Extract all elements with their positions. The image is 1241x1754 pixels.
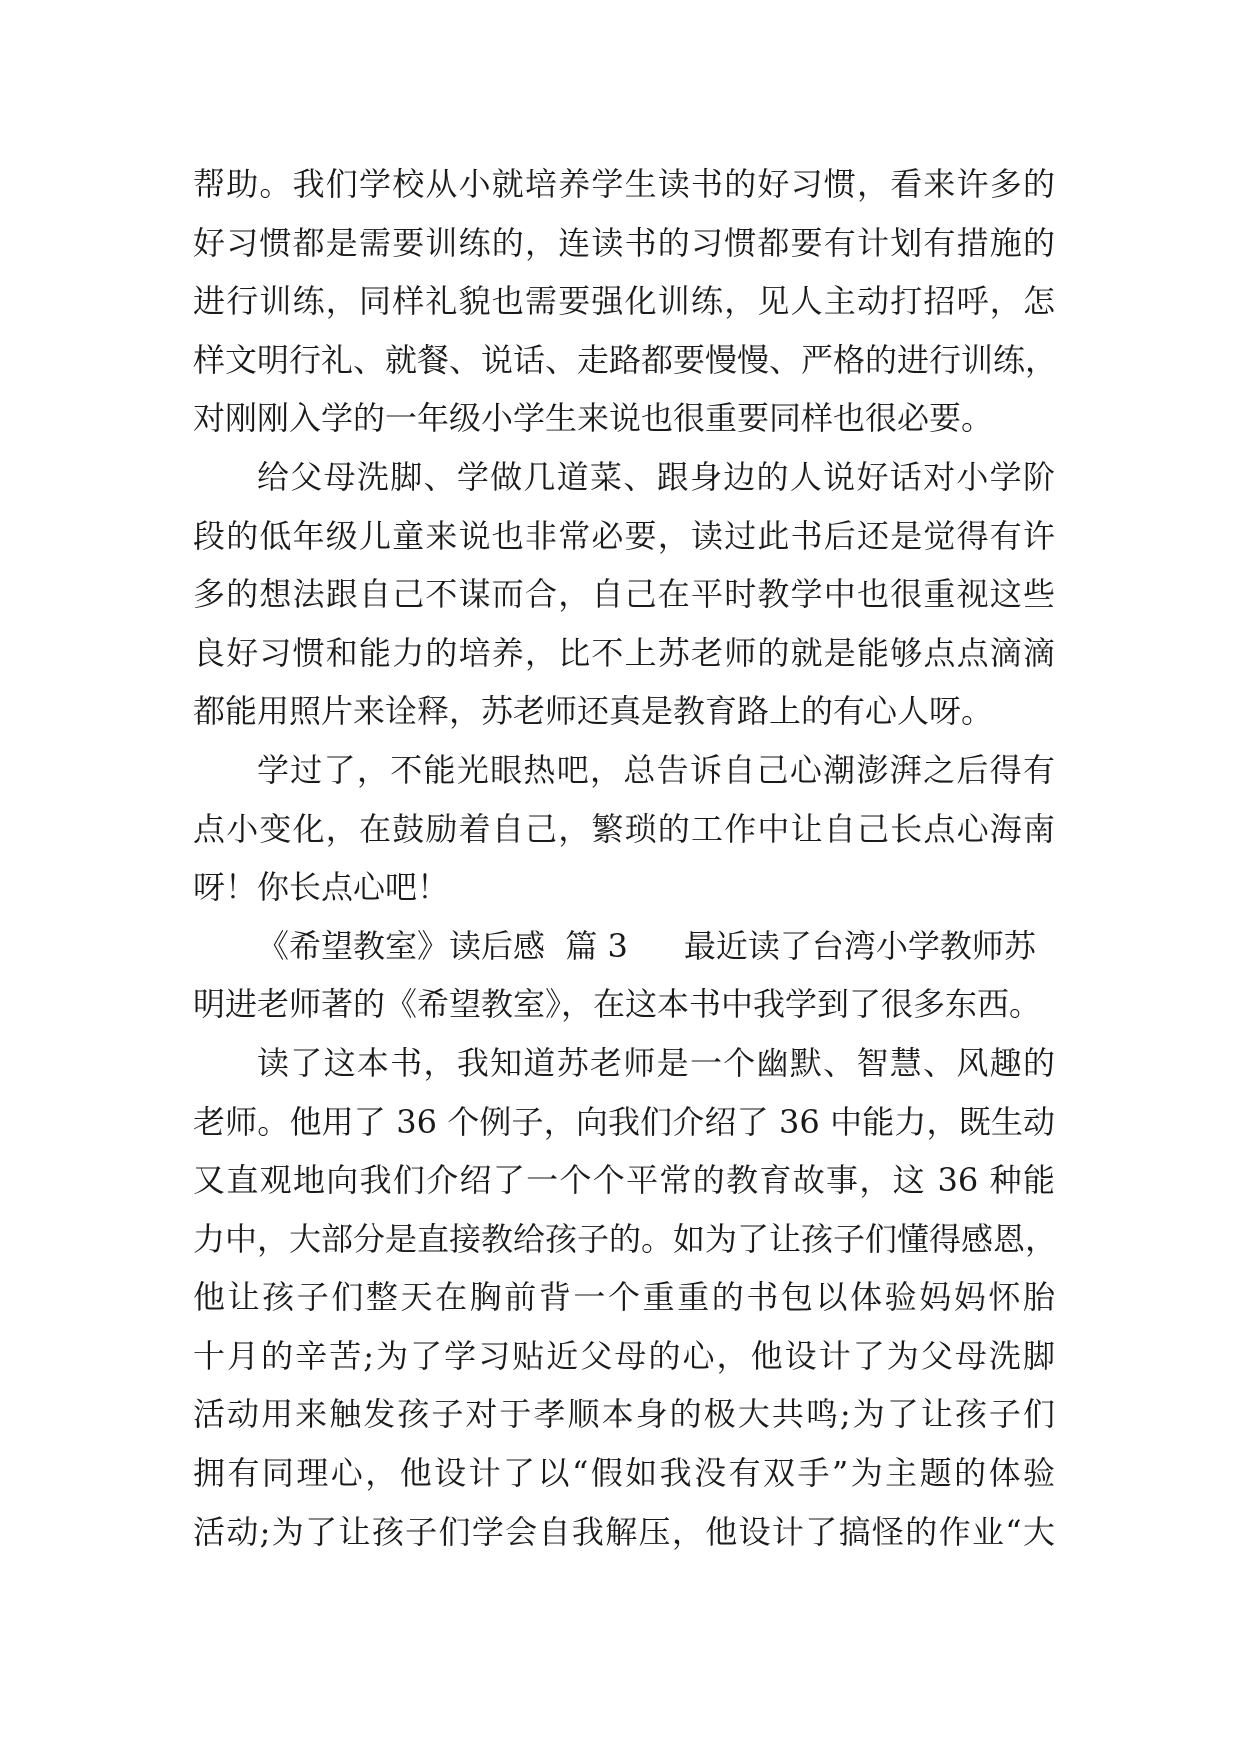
text-line: 呀！你长点心吧！	[193, 868, 450, 907]
text-line: 样文明行礼、就餐、说话、走路都要慢慢、严格的进行训练，	[193, 340, 1058, 379]
text-line: 点小变化，在鼓励着自己，繁琐的工作中让自己长点心海南	[193, 809, 1055, 848]
text-line: 读了这本书，我知道苏老师是一个幽默、智慧、风趣的	[257, 1043, 1055, 1082]
text-line: 好习惯都是需要训练的，连读书的习惯都要有计划有措施的	[193, 223, 1055, 262]
text-line: 对刚刚入学的一年级小学生来说也很重要同样也很必要。	[193, 399, 994, 438]
text-line: 活动;为了让孩子们学会自我解压，他设计了搞怪的作业“大	[193, 1512, 1055, 1551]
text-line: 帮助。我们学校从小就培养学生读书的好习惯，看来许多的	[193, 165, 1055, 203]
text-line: 活动用来触发孩子对于孝顺本身的极大共鸣;为了让孩子们	[193, 1395, 1055, 1434]
text-line: 明进老师著的《希望教室》，在这本书中我学到了很多东西。	[193, 985, 1042, 1024]
text-line: 良好习惯和能力的培养，比不上苏老师的就是能够点点滴滴	[193, 633, 1055, 672]
text-line: 进行训练，同样礼貌也需要强化训练，见人主动打招呼，怎	[193, 282, 1055, 321]
section-heading: 《希望教室》读后感 篇 3	[257, 926, 628, 965]
text-line: 学过了，不能光眼热吧，总告诉自己心潮澎湃之后得有	[257, 750, 1055, 789]
document-body	[193, 155, 1058, 1561]
text-line: 力中，大部分是直接教给孩子的。如为了让孩子们懂得感恩，	[193, 1219, 1058, 1258]
text-line: 又直观地向我们介绍了一个个平常的教育故事，这 36 种能	[193, 1161, 1055, 1200]
section-heading-line	[193, 917, 1055, 976]
text-line: 给父母洗脚、学做几道菜、跟身边的人说好话对小学阶	[257, 457, 1055, 496]
text-line: 十月的辛苦;为了学习贴近父母的心，他设计了为父母洗脚	[193, 1336, 1055, 1375]
text-line: 都能用照片来诠释，苏老师还真是教育路上的有心人呀。	[193, 692, 994, 731]
text-line: 拥有同理心，他设计了以“假如我没有双手”为主题的体验	[193, 1454, 1055, 1493]
text-line: 段的低年级儿童来说也非常必要，读过此书后还是觉得有许	[193, 516, 1055, 555]
text-line: 多的想法跟自己不谋而合，自己在平时教学中也很重视这些	[193, 575, 1055, 614]
text-line: 最近读了台湾小学教师苏	[683, 926, 1036, 965]
text-line: 他让孩子们整天在胸前背一个重重的书包以体验妈妈怀胎	[193, 1278, 1055, 1317]
text-line: 老师。他用了 36 个例子，向我们介绍了 36 中能力，既生动	[193, 1102, 1055, 1141]
